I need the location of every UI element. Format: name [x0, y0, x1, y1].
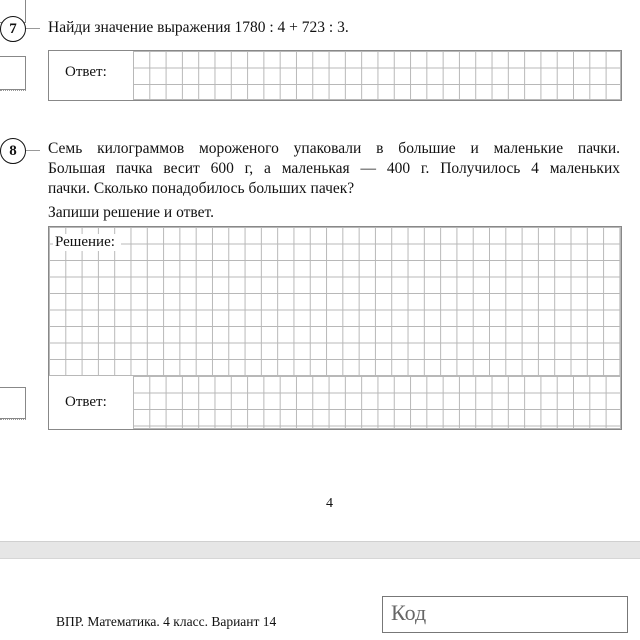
footer-variant-text: ВПР. Математика. 4 класс. Вариант 14: [56, 614, 277, 629]
task8-number: 8: [0, 138, 26, 164]
task7-answer-grid[interactable]: [133, 51, 621, 100]
task7-answer-frame: [48, 50, 622, 101]
task7-text: Найди значение выражения 1780 : 4 + 723 : 3.: [48, 19, 349, 36]
page-number: 4: [326, 496, 333, 511]
task8-text-line1: Семь килограммов мороженого упаковали в большие и маленькие пачки.: [48, 140, 620, 157]
task8-dots: [0, 419, 26, 420]
task8-answer-label: Ответ:: [65, 394, 107, 410]
task8-score-box: [0, 387, 26, 419]
task7-score-box-2: [0, 56, 26, 90]
task8-instruction: Запиши решение и ответ.: [48, 204, 215, 221]
task8-number-line: [26, 150, 40, 151]
task8-solution-grid[interactable]: [49, 227, 621, 376]
code-label: Код: [391, 600, 427, 625]
task8-text-line2: Большая пачка весит 600 г, а маленькая — 400 г. Получилось 4 маленьких: [48, 160, 620, 177]
code-box[interactable]: [382, 596, 628, 633]
task8-text-line3: пачки. Сколько понадобилось больших пачек?: [48, 180, 355, 197]
task7-dots: [0, 90, 26, 91]
task8-solution-label: Решение:: [53, 234, 121, 251]
task7-number: 7: [0, 16, 26, 42]
page-separator: [0, 541, 640, 559]
task7-answer-label: Ответ:: [65, 64, 107, 80]
task8-answer-grid[interactable]: [133, 376, 621, 429]
task7-number-line: [26, 28, 40, 29]
task8-solution-frame: [48, 226, 622, 430]
